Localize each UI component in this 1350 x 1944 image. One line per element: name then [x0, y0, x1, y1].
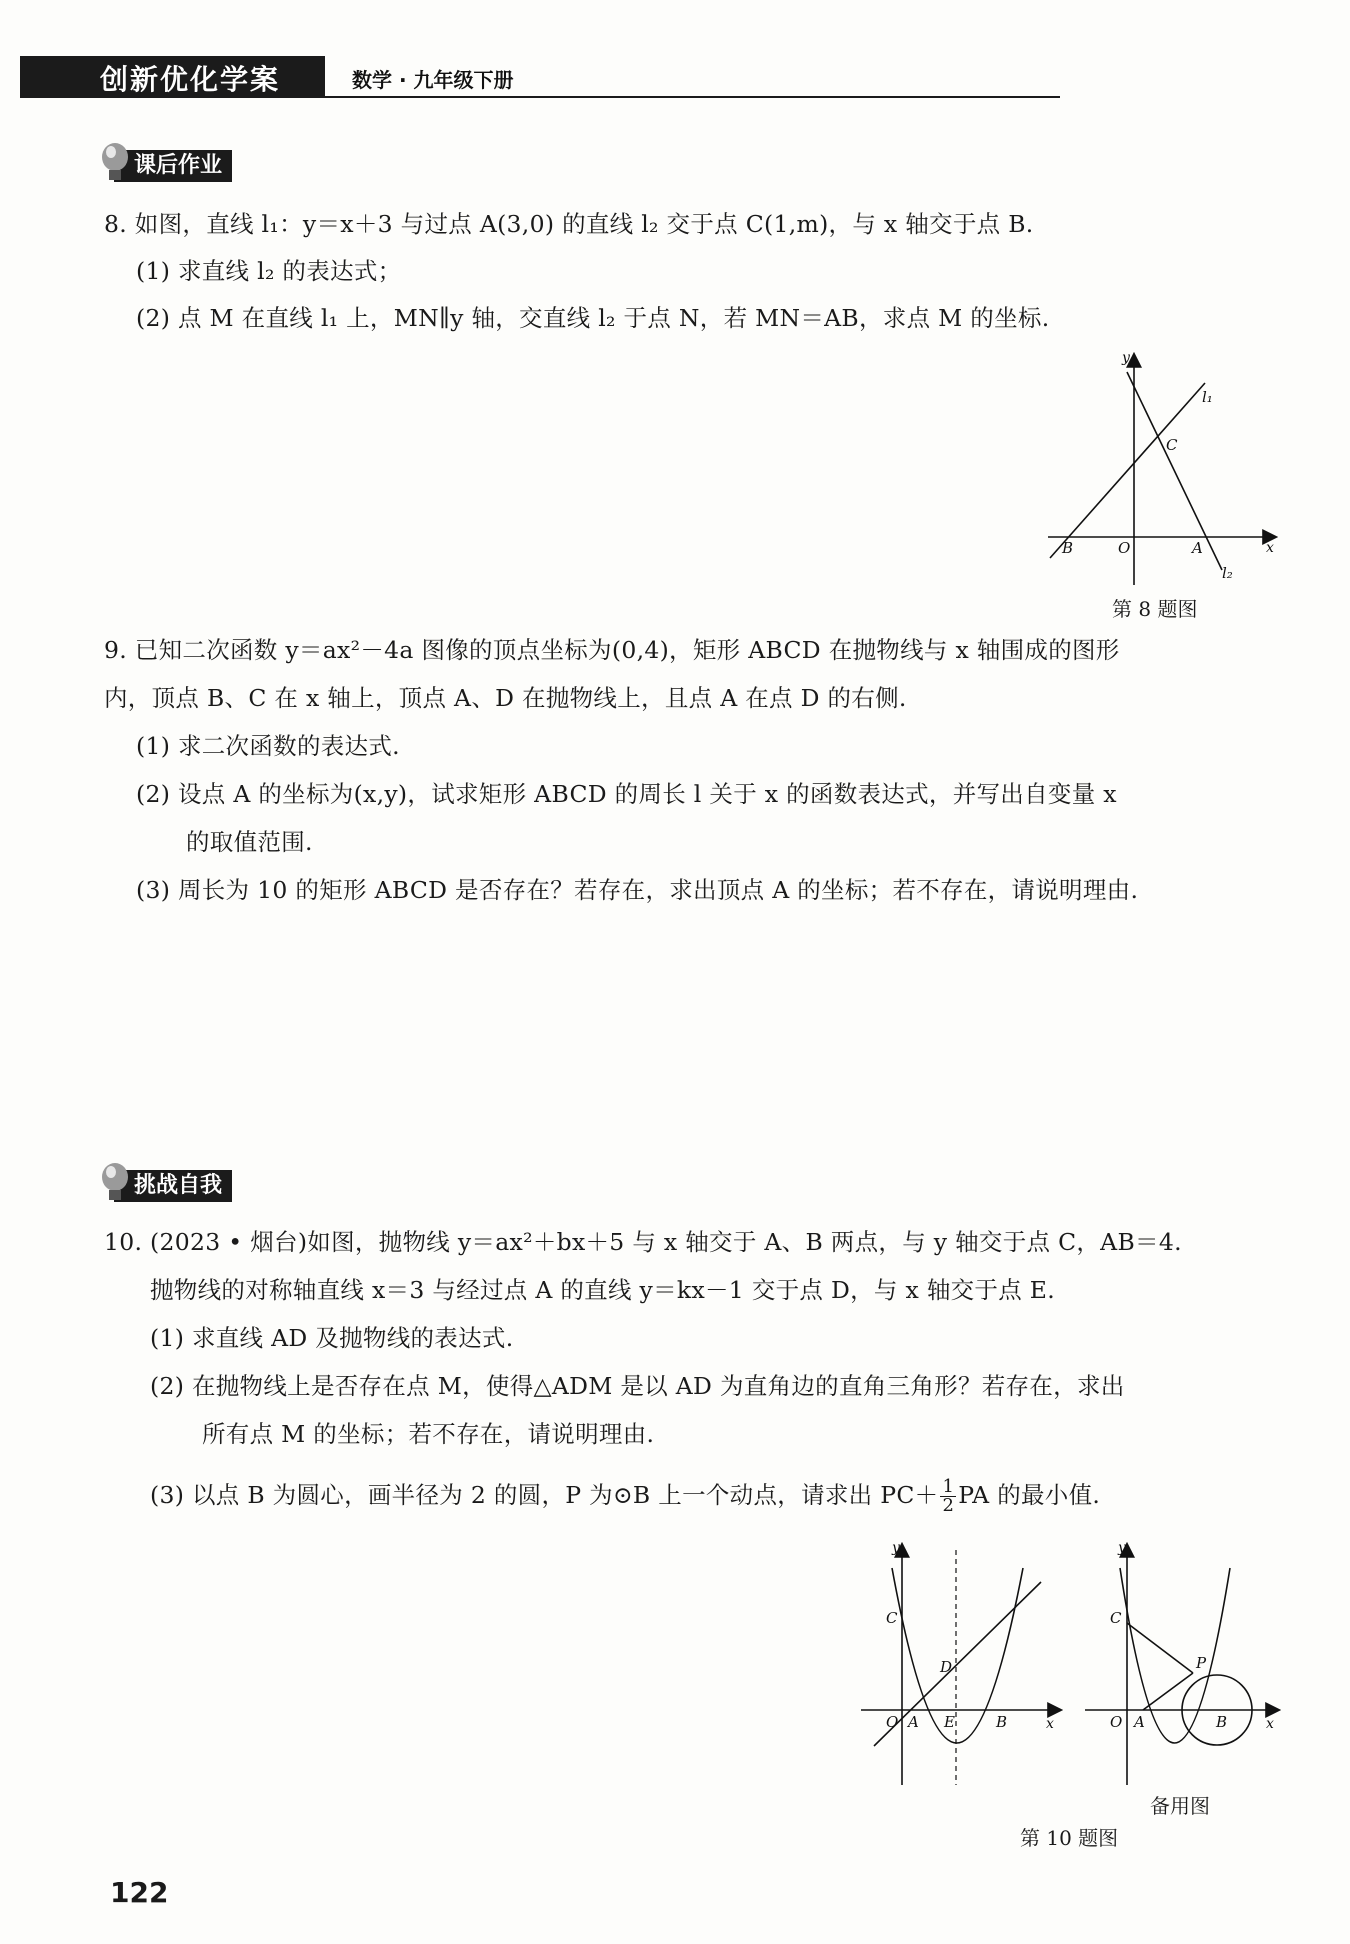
q10-figure-main: [856, 1540, 1066, 1794]
q9-stem-line1: 9. 已知二次函数 y＝ax²－4a 图像的顶点坐标为(0,4)，矩形 ABCD 在抛物线与 x 轴围成的图形: [104, 636, 1120, 664]
q10-stem-line1: 10. (2023 • 烟台)如图，抛物线 y＝ax²＋bx＋5 与 x 轴交于 A、B 两点，与 y 轴交于点 C，AB＝4.: [104, 1228, 1182, 1256]
q9-part2-line2: 的取值范围.: [186, 828, 313, 856]
q10-part3: [150, 1478, 1100, 1515]
q10-part3-tail: PA 的最小值.: [958, 1481, 1101, 1509]
label-C: C: [1166, 436, 1178, 454]
q8-figure-caption: 第 8 题图: [1112, 597, 1198, 621]
line-l1: [1050, 383, 1205, 558]
fraction-numerator: 1: [942, 1476, 955, 1497]
segment-PA: [1143, 1673, 1193, 1710]
section-challenge-label: 挑战自我: [114, 1170, 232, 1202]
label-C: C: [886, 1609, 898, 1627]
book-brand: 创新优化学案: [100, 63, 281, 96]
label-x: x: [1266, 540, 1274, 556]
q10-part1: (1) 求直线 AD 及抛物线的表达式.: [150, 1324, 514, 1352]
label-O: O: [1110, 1713, 1123, 1731]
q10-figure-backup: [1080, 1540, 1290, 1794]
label-D: D: [940, 1658, 953, 1676]
label-B: B: [996, 1713, 1008, 1731]
q8-graph: [1040, 350, 1280, 590]
q10-part2-line1: (2) 在抛物线上是否存在点 M，使得△ADM 是以 AD 为直角边的直角三角形？若存在，求出: [150, 1372, 1125, 1400]
q9-part3: (3) 周长为 10 的矩形 ABCD 是否存在？若存在，求出顶点 A 的坐标；若不存在，请说明理由.: [136, 876, 1139, 904]
q8-part1: (1) 求直线 l₂ 的表达式；: [136, 257, 402, 285]
q10-stem-line2: 抛物线的对称轴直线 x＝3 与经过点 A 的直线 y＝kx－1 交于点 D，与 x 轴交于点 E.: [150, 1276, 1056, 1304]
q8-part2: (2) 点 M 在直线 l₁ 上，MN∥y 轴，交直线 l₂ 于点 N，若 MN＝AB，求点 M 的坐标.: [136, 304, 1050, 332]
label-B: B: [1216, 1713, 1228, 1731]
label-C: C: [1110, 1609, 1122, 1627]
label-O: O: [886, 1713, 899, 1731]
label-l1: l₁: [1202, 388, 1213, 406]
q8-figure: [1040, 350, 1280, 594]
label-P: P: [1196, 1654, 1207, 1672]
label-y: y: [1122, 350, 1130, 366]
q9-part2-line1: (2) 设点 A 的坐标为(x,y)，试求矩形 ABCD 的周长 l 关于 x 的函数表达式，并写出自变量 x: [136, 780, 1117, 808]
label-A: A: [908, 1713, 919, 1731]
lightbulb-icon: [100, 1162, 130, 1206]
fraction-denominator: 2: [942, 1495, 955, 1516]
lightbulb-icon: [100, 142, 130, 186]
label-x: x: [1046, 1716, 1054, 1732]
section-homework-label: 课后作业: [114, 150, 232, 182]
label-E: E: [944, 1713, 955, 1731]
q8-stem: 8. 如图，直线 l₁：y＝x＋3 与过点 A(3,0) 的直线 l₂ 交于点 C(1,m)，与 x 轴交于点 B.: [104, 210, 1034, 238]
label-l2: l₂: [1222, 564, 1233, 582]
book-subject: 数学 · 九年级下册: [352, 68, 514, 92]
label-A: A: [1134, 1713, 1145, 1731]
q10-part3-text: (3) 以点 B 为圆心，画半径为 2 的圆，P 为⊙B 上一个动点，请求出 PC＋: [150, 1481, 939, 1509]
q9-stem-line2: 内，顶点 B、C 在 x 轴上，顶点 A、D 在抛物线上，且点 A 在点 D 的右侧.: [104, 684, 907, 712]
label-y: y: [892, 1540, 900, 1556]
label-O: O: [1118, 539, 1131, 557]
q10-figure-caption: 第 10 题图: [1020, 1826, 1119, 1850]
page-header: [20, 56, 1330, 96]
q10-backup-caption: 备用图: [1150, 1794, 1210, 1818]
q10-part2-line2: 所有点 M 的坐标；若不存在，请说明理由.: [202, 1420, 655, 1448]
header-rule: [20, 96, 1060, 98]
label-B: B: [1062, 539, 1074, 557]
label-A: A: [1192, 539, 1203, 557]
segment-PC: [1127, 1623, 1193, 1673]
fraction-one-half: [940, 1478, 956, 1515]
label-y: y: [1118, 1540, 1126, 1556]
page-number: 122: [110, 1876, 169, 1909]
q9-part1: (1) 求二次函数的表达式.: [136, 732, 400, 760]
label-x: x: [1266, 1716, 1274, 1732]
q10-graph-backup: [1080, 1540, 1290, 1790]
q10-graph-main: [856, 1540, 1066, 1790]
